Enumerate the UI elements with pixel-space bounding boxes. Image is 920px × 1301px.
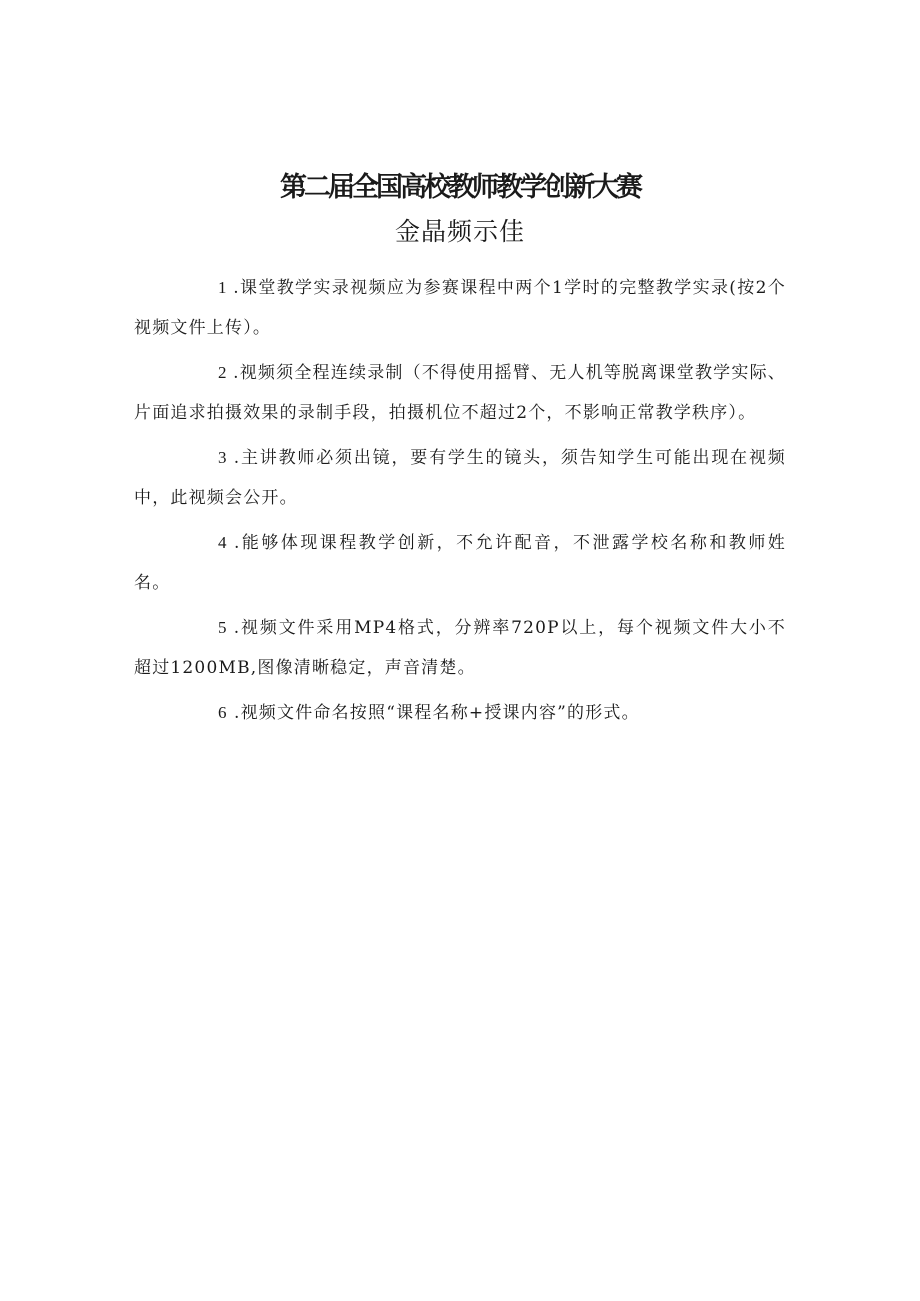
- item-number: 2: [218, 363, 227, 382]
- document-title: 第二届全国高校教师教学创新大赛: [280, 172, 640, 203]
- item-text: .视频文件采用MP4格式，分辨率720P以上，每个视频文件大小不超过1200MB,图像清晰稳定，声音清楚。: [134, 618, 786, 678]
- document-body: [134, 268, 786, 738]
- item-text: .主讲教师必须出镜，要有学生的镜头，须告知学生可能出现在视频中，此视频会公开。: [134, 448, 786, 508]
- item-text: .视频文件命名按照“课程名称+授课内容”的形式。: [234, 703, 640, 723]
- item-number: 3: [218, 448, 227, 467]
- item-number: 6: [218, 703, 227, 722]
- item-number: 1: [218, 278, 227, 297]
- item-number: 4: [218, 533, 227, 552]
- item-text: .能够体现课程教学创新，不允许配音，不泄露学校名称和教师姓名。: [134, 533, 786, 593]
- document-subtitle: 金晶频示佳: [394, 217, 525, 246]
- list-item: [134, 608, 786, 688]
- list-item: [134, 268, 786, 348]
- list-item: [134, 353, 786, 433]
- item-text: .课堂教学实录视频应为参赛课程中两个1学时的完整教学实录(按2个视频文件上传）。: [134, 278, 786, 338]
- list-item: [134, 438, 786, 518]
- item-number: 5: [218, 618, 227, 637]
- list-item: [134, 693, 786, 733]
- list-item: [134, 523, 786, 603]
- item-text: .视频须全程连续录制（不得使用摇臂、无人机等脱离课堂教学实际、片面追求拍摄效果的录制手段，拍摄机位不超过2个，不影响正常教学秩序）。: [134, 363, 786, 423]
